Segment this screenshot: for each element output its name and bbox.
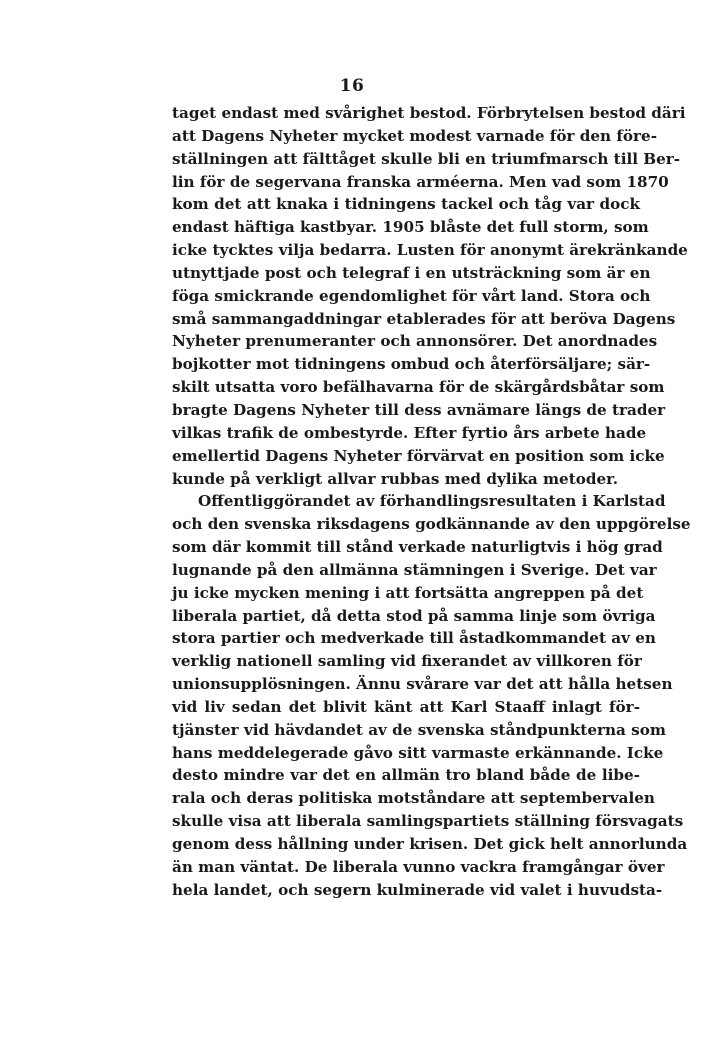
text-line: och den svenska riksdagens godkännande av den uppgörelse <box>172 515 691 534</box>
text-line: genom dess hållning under krisen. Det gick helt annorlunda <box>172 835 688 853</box>
text-line: vid liv sedan det blivit känt att Karl Staaff inlagt för- <box>172 697 640 716</box>
text-line: hans meddelegerade gåvo sitt varmaste erkännande. Icke <box>172 743 664 762</box>
page-number: 16 <box>339 76 365 96</box>
text-line: kom det att knaka i tidningens tackel och tåg var dock <box>172 195 640 214</box>
text-line: icke tycktes vilja bedarra. Lusten för anonymt ärekränkande <box>172 241 688 260</box>
text-line: tjänster vid hävdandet av de svenska ståndpunkterna som <box>172 720 666 739</box>
text-line: bragte Dagens Nyheter till dess avnämare längs de trader <box>172 400 666 419</box>
text-line: lugnande på den allmänna stämningen i Sverige. Det var <box>172 560 657 579</box>
text-line: rala och deras politiska motståndare att septembervalen <box>172 789 655 808</box>
text-line: taget endast med svårighet bestod. Förbrytelsen bestod däri <box>172 104 686 122</box>
text-line: liberala partiet, då detta stod på samma linje som övriga <box>172 606 656 625</box>
text-line: än man väntat. De liberala vunno vackra framgångar över <box>172 857 665 876</box>
text-line: kunde på verkligt allvar rubbas med dylika metoder. <box>172 469 619 488</box>
text-line: ju icke mycken mening i att fortsätta angreppen på det <box>172 583 644 602</box>
text-line: skilt utsatta voro befälhavarna för de skärgårdsbåtar som <box>172 378 665 397</box>
text-line: lin för de segervana franska arméerna. Men vad som 1870 <box>172 172 669 191</box>
text-line: utnyttjade post och telegraf i en utsträckning som är en <box>172 263 651 282</box>
body-text <box>172 102 691 902</box>
text-line: små sammangaddningar etablerades för att beröva Dagens <box>172 309 676 328</box>
text-line: ställningen att fälttåget skulle bli en triumfmarsch till Ber- <box>172 149 681 168</box>
text-line: vilkas trafik de ombestyrde. Efter fyrtio års arbete hade <box>172 423 647 442</box>
text-line: verklig nationell samling vid fixerandet av villkoren för <box>172 652 642 671</box>
text-line: som där kommit till stånd verkade naturligtvis i hög grad <box>172 538 663 557</box>
text-line: föga smickrande egendomlighet för vårt land. Stora och <box>172 286 651 305</box>
text-line: att Dagens Nyheter mycket modest varnade för den före- <box>172 126 657 145</box>
text-line: emellertid Dagens Nyheter förvärvat en position som icke <box>172 446 665 465</box>
text-line: Nyheter prenumeranter och annonsörer. Det anordnades <box>172 332 658 351</box>
text-line: skulle visa att liberala samlingspartiets ställning försvagats <box>172 812 684 831</box>
text-line: desto mindre var det en allmän tro bland både de libe- <box>172 766 640 785</box>
text-line: hela landet, och segern kulminerade vid valet i huvudsta- <box>172 880 663 899</box>
text-line: stora partier och medverkade till åstadkommandet av en <box>172 629 656 648</box>
text-line: unionsupplösningen. Ännu svårare var det att hålla hetsen <box>172 675 673 694</box>
text-line: endast häftiga kastbyar. 1905 blåste det full storm, som <box>172 218 649 237</box>
text-line: bojkotter mot tidningens ombud och återförsäljare; sär- <box>172 355 651 374</box>
text-line: Offentliggörandet av förhandlingsresultaten i Karlstad <box>198 492 666 511</box>
